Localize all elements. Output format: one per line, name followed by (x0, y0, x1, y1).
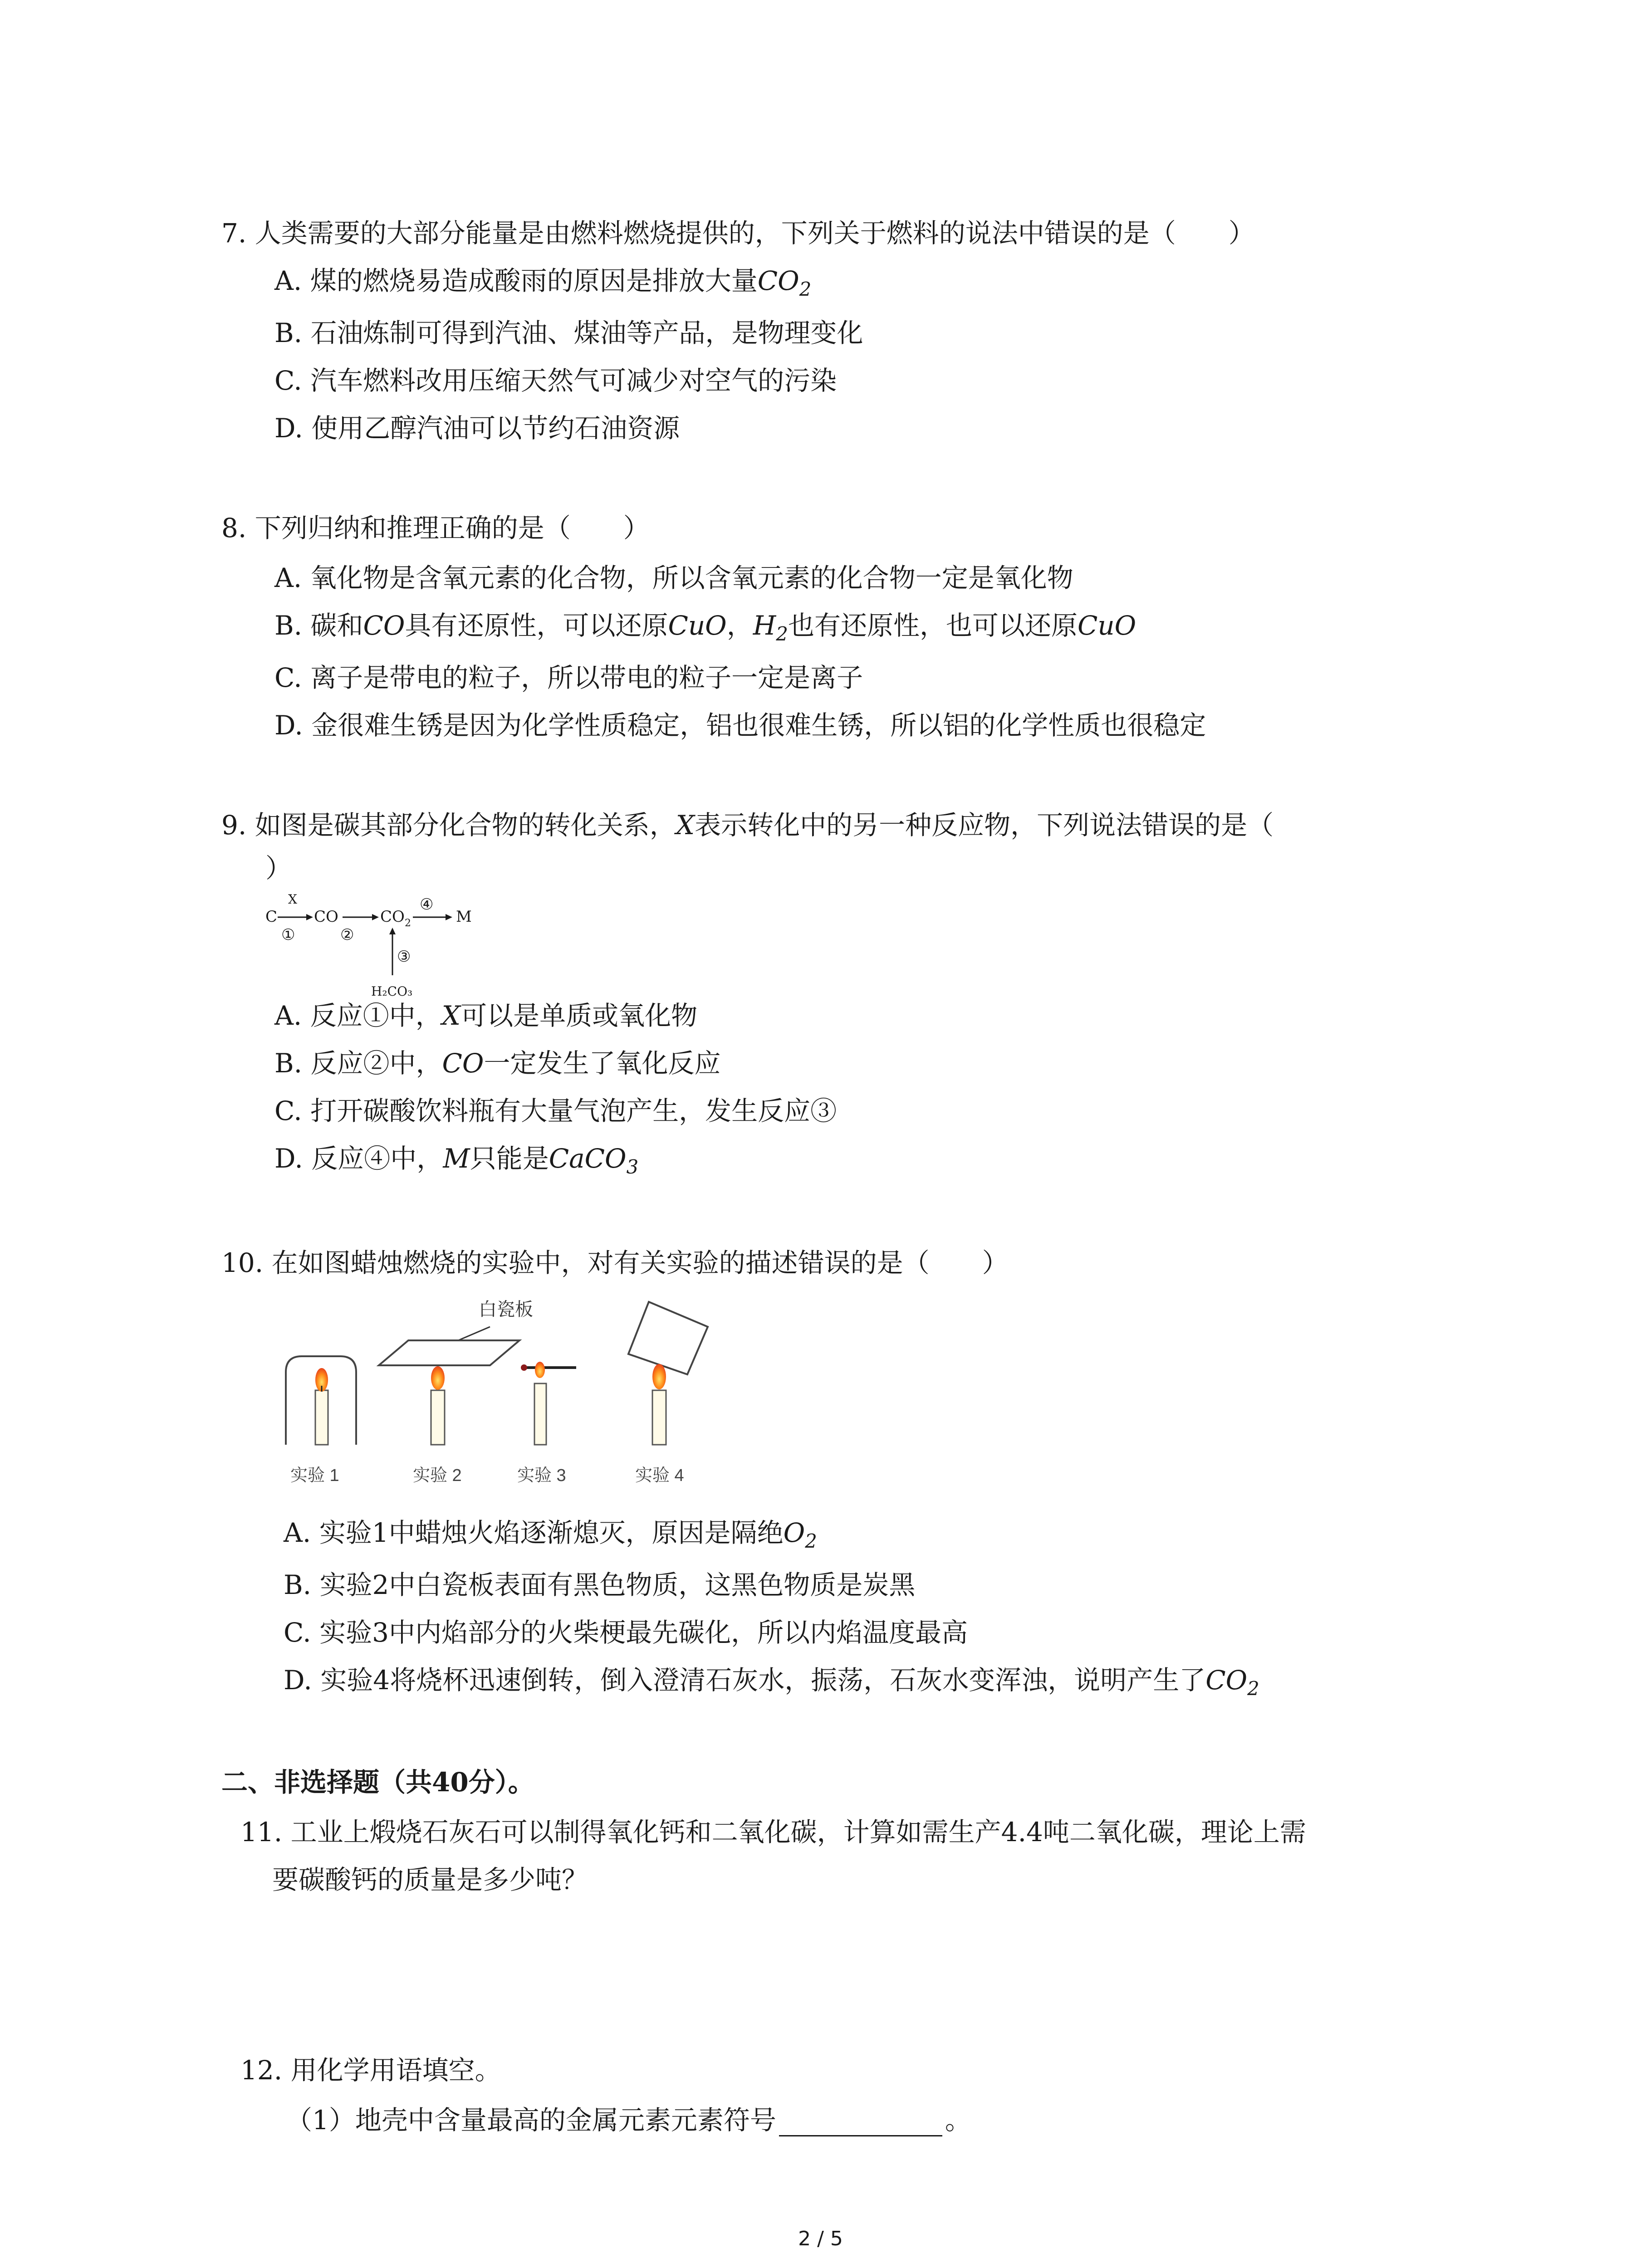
diagram-n1: ① (281, 926, 295, 944)
q7-option-b: B. 石油炼制可得到汽油、煤油等产品，是物理变化 (274, 318, 863, 348)
match-head (521, 1364, 527, 1371)
carbon-conversion-diagram (263, 889, 499, 1007)
q12-answer-blank[interactable] (779, 2110, 942, 2136)
q7-option-a: A. 煤的燃烧易造成酸雨的原因是排放大量$CO_2$ (274, 265, 812, 300)
q10-option-a: A. 实验1中蜡烛火焰逐渐熄灭，原因是隔绝$O_2$ (284, 1517, 817, 1552)
candle-2 (431, 1390, 445, 1445)
q9-option-d: D. 反应④中，M只能是CaCO$_3$ (274, 1143, 639, 1178)
q9-option-c: C. 打开碳酸饮料瓶有大量气泡产生，发生反应③ (274, 1095, 837, 1126)
section-2-heading: 二、非选择题（共40分）。 (221, 1767, 534, 1798)
q11-line-1: 11. 工业上煅烧石灰石可以制得氧化钙和二氧化碳，计算如需生产4.4吨二氧化碳，理论上需 (240, 1817, 1306, 1848)
candle-1 (315, 1390, 328, 1445)
experiment-3-setup (521, 1362, 576, 1445)
q12-part-1: （1）地壳中含量最高的金属元素元素符号 。 (286, 2105, 971, 2136)
inverted-beaker (628, 1302, 708, 1374)
q10-option-c: C. 实验3中内焰部分的火柴梗最先碳化，所以内焰温度最高 (284, 1617, 968, 1648)
diagram-co2-sub: 2 (405, 918, 411, 929)
experiment-2-setup (379, 1340, 519, 1445)
diagram-co2-label: CO (380, 908, 405, 926)
q7-stem: 7. 人类需要的大部分能量是由燃料燃烧提供的，下列关于燃料的说法中错误的是（ ） (221, 218, 1255, 249)
flame-2 (431, 1366, 445, 1390)
q8-option-c: C. 离子是带电的粒子，所以带电的粒子一定是离子 (274, 662, 863, 693)
q8-option-d: D. 金很难生锈是因为化学性质稳定，铝也很难生锈，所以铝的化学性质也很稳定 (274, 710, 1206, 741)
arrow-2-head (372, 914, 379, 920)
exp-label-3: 实验 3 (517, 1466, 566, 1485)
q9-stem-end: ） (265, 853, 292, 884)
experiment-4-setup (628, 1302, 708, 1445)
diagram-n3: ③ (397, 948, 411, 966)
q11-line-2: 要碳酸钙的质量是多少吨？ (272, 1864, 588, 1895)
experiment-1-setup (286, 1356, 356, 1445)
candle-experiment-figure (272, 1293, 794, 1510)
flame-4 (652, 1364, 666, 1389)
arrow-4-head (446, 914, 452, 920)
flame-3 (535, 1362, 545, 1378)
q10-option-b: B. 实验2中白瓷板表面有黑色物质，这黑色物质是炭黑 (284, 1569, 916, 1600)
diagram-m-label: M (456, 908, 472, 926)
diagram-x-label: X (288, 892, 297, 907)
candle-4 (652, 1390, 666, 1445)
q8-option-a: A. 氧化物是含氧元素的化合物，所以含氧元素的化合物一定是氧化物 (274, 562, 1073, 593)
q12-stem: 12. 用化学用语填空。 (240, 2055, 501, 2086)
q9-option-b: B. 反应②中，CO一定发生了氧化反应 (274, 1048, 721, 1079)
white-plate (379, 1340, 519, 1365)
q7-option-c: C. 汽车燃料改用压缩天然气可减少对空气的污染 (274, 365, 837, 396)
plate-label: 白瓷板 (479, 1300, 533, 1320)
arrow-3-head (389, 928, 396, 934)
q9-stem: 9. 如图是碳其部分化合物的转化关系，X表示转化中的另一种反应物，下列说法错误的是（ (221, 810, 1274, 841)
arrow-1-head (306, 914, 313, 920)
q7-option-d: D. 使用乙醇汽油可以节约石油资源 (274, 413, 680, 444)
diagram-n4: ④ (420, 895, 434, 914)
diagram-h2co3-label: H₂CO₃ (371, 984, 413, 999)
q10-option-d: D. 实验4将烧杯迅速倒转，倒入澄清石灰水，振荡，石灰水变浑浊，说明产生了$CO_2$ (284, 1665, 1259, 1700)
exp-label-1: 实验 1 (290, 1466, 339, 1485)
diagram-c-label: C (265, 908, 278, 926)
q10-stem: 10. 在如图蜡烛燃烧的实验中，对有关实验的描述错误的是（ ） (221, 1247, 1009, 1278)
diagram-co-label: CO (314, 908, 338, 926)
candle-3 (534, 1383, 546, 1445)
q8-stem: 8. 下列归纳和推理正确的是（ ） (221, 513, 650, 543)
q9-option-a: A. 反应①中，X可以是单质或氧化物 (274, 1000, 698, 1031)
exp-label-2: 实验 2 (413, 1466, 462, 1485)
page-number: 2 / 5 (798, 2227, 843, 2250)
diagram-n2: ② (340, 926, 354, 944)
q8-option-b: B. 碳和CO具有还原性，可以还原CuO，$H_2$也有还原性，也可以还原CuO (274, 610, 1136, 645)
exp-label-4: 实验 4 (635, 1466, 684, 1485)
